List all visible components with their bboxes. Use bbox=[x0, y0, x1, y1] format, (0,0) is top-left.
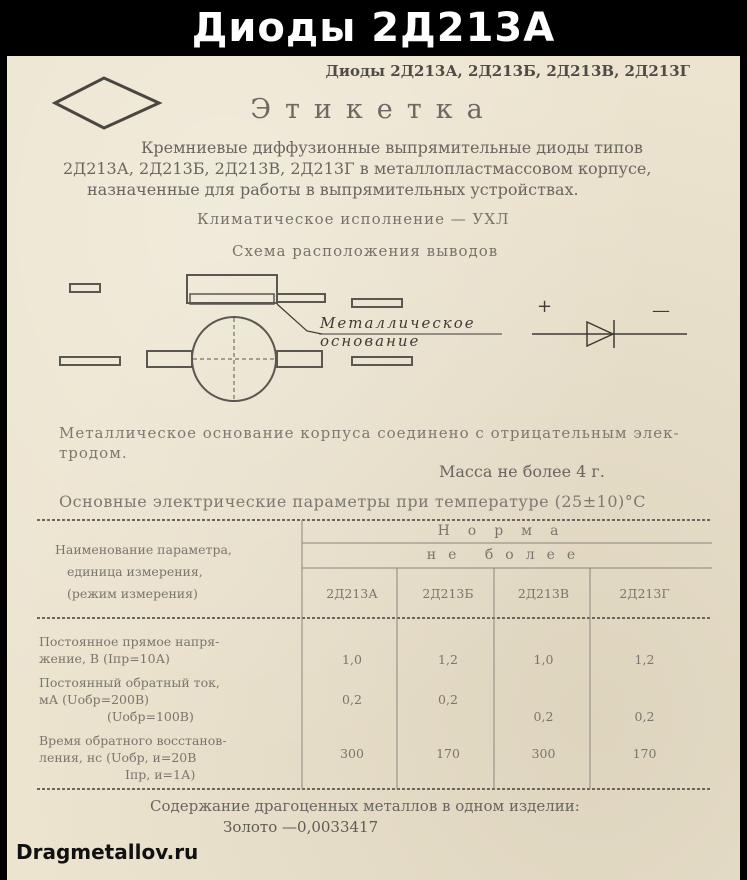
param-header-line-3: (режим измерения) bbox=[67, 586, 198, 601]
description-line-1: Кремниевые диффузионные выпрямительные диоды типов bbox=[141, 138, 643, 157]
front-view-tab-left bbox=[147, 351, 192, 367]
front-view-lead-left bbox=[60, 357, 120, 365]
row2-val-1: 0,2 bbox=[342, 692, 362, 707]
row3-val-3: 300 bbox=[531, 746, 556, 761]
polarity-plus: + bbox=[537, 296, 553, 317]
side-view-lead-right bbox=[277, 294, 325, 302]
banner-title: Диоды 2Д213А bbox=[191, 5, 556, 51]
note-pointer bbox=[277, 304, 322, 334]
row3-name-line-3: Iпр, и=1А) bbox=[125, 767, 196, 782]
type-col-4: 2Д213Г bbox=[619, 586, 670, 601]
row3-val-4: 170 bbox=[632, 746, 657, 761]
param-header-line-2: единица измерения, bbox=[67, 564, 203, 579]
label-title: Этикетка bbox=[250, 94, 497, 125]
scheme-title: Схема расположения выводов bbox=[232, 242, 499, 260]
row3-val-2: 170 bbox=[436, 746, 460, 761]
polarity-minus: — bbox=[652, 300, 670, 321]
row1-val-4: 1,2 bbox=[634, 652, 655, 667]
front-view-tab-right bbox=[277, 351, 322, 367]
row1-val-3: 1,0 bbox=[533, 652, 554, 667]
base-note-line-2: тродом. bbox=[59, 444, 128, 462]
description-line-3: назначенные для работы в выпрямительных устройствах. bbox=[87, 180, 579, 199]
type-col-3: 2Д213В bbox=[517, 586, 570, 601]
row1-val-1: 1,0 bbox=[342, 652, 362, 667]
row1-name-line-2: жение, В (Iпр=10А) bbox=[39, 651, 170, 666]
row3-val-1: 300 bbox=[340, 746, 364, 761]
front-view-lead-right bbox=[352, 357, 412, 365]
mass-text: Масса не более 4 г. bbox=[439, 462, 605, 481]
row2-name-line-3: (Uобр=100В) bbox=[107, 709, 194, 724]
params-title: Основные электрические параметры при температуре (25±10)°С bbox=[59, 492, 646, 511]
base-note-line-1: Металлическое основание корпуса соединено с отрицательным элек- bbox=[59, 424, 680, 442]
row1-name-line-1: Постоянное прямое напря- bbox=[39, 634, 220, 649]
norm-label: Норма bbox=[437, 523, 577, 539]
param-header-line-1: Наименование параметра, bbox=[55, 542, 232, 557]
row2-val-4: 0,2 bbox=[634, 709, 655, 724]
row2-val-2: 0,2 bbox=[438, 692, 458, 707]
side-view-lead-far bbox=[352, 299, 402, 307]
handwritten-note-line-1: Металлическое bbox=[320, 314, 476, 332]
site-watermark: Dragmetallov.ru bbox=[16, 840, 199, 864]
precious-metals-text: Содержание драгоценных металлов в одном изделии: bbox=[150, 797, 580, 815]
type-col-2: 2Д213Б bbox=[422, 586, 474, 601]
row1-val-2: 1,2 bbox=[438, 652, 458, 667]
side-view-body bbox=[187, 275, 277, 303]
norm-sub-label: не более bbox=[426, 547, 588, 563]
type-col-1: 2Д213А bbox=[326, 586, 378, 601]
handwritten-note-line-2: основание bbox=[320, 332, 421, 350]
header-models: Диоды 2Д213А, 2Д213Б, 2Д213В, 2Д213Г bbox=[325, 62, 690, 80]
row3-name-line-2: ления, нс (Uобр, и=20В bbox=[39, 750, 197, 765]
label-document bbox=[7, 56, 740, 880]
gold-content-text: Золото —0,0033417 bbox=[223, 818, 379, 836]
row2-name-line-1: Постоянный обратный ток, bbox=[39, 675, 220, 690]
row3-name-line-1: Время обратного восстанов- bbox=[39, 733, 227, 748]
description-line-2: 2Д213А, 2Д213Б, 2Д213В, 2Д213Г в металлопластмассовом корпусе, bbox=[63, 159, 652, 178]
side-view-lead-left bbox=[70, 284, 100, 292]
climate-text: Климатическое исполнение — УХЛ bbox=[197, 210, 510, 228]
row2-val-3: 0,2 bbox=[533, 709, 554, 724]
row2-name-line-2: мА (Uобр=200В) bbox=[39, 692, 150, 707]
